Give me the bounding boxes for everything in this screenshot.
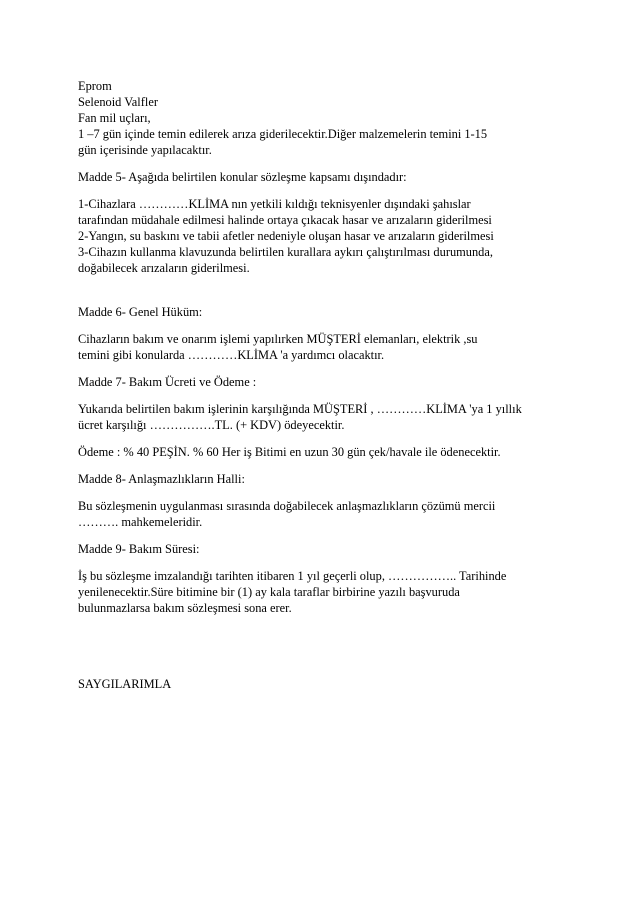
text-line: ücret karşılığı …………….TL. (+ KDV) ödeyecektir. xyxy=(78,418,345,432)
text-line: bulunmazlarsa bakım sözleşmesi sona erer. xyxy=(78,601,292,615)
text-line: tarafından müdahale edilmesi halinde ortaya çıkacak hasar ve arızaların giderilmesi xyxy=(78,213,492,227)
text-line: 2-Yangın, su baskını ve tabii afetler nedeniyle oluşan hasar ve arızaların giderilmesi xyxy=(78,229,494,243)
text-line: 1-Cihazlara …………KLİMA nın yetkili kıldığı teknisyenler dışındaki şahıslar xyxy=(78,197,471,211)
text-line: yenilenecektir.Süre bitimine bir (1) ay kala taraflar birbirine yazılı başvuruda xyxy=(78,585,460,599)
text-line: Ödeme : % 40 PEŞİN. % 60 Her iş Bitimi en uzun 30 gün çek/havale ile ödenecektir. xyxy=(78,445,501,459)
text-line: Eprom xyxy=(78,79,112,93)
text-line: İş bu sözleşme imzalandığı tarihten itibaren 1 yıl geçerli olup, …………….. Tarihinde xyxy=(78,569,507,583)
text-line: doğabilecek arızaların giderilmesi. xyxy=(78,261,250,275)
text-line: gün içerisinde yapılacaktır. xyxy=(78,143,212,157)
text-line: Yukarıda belirtilen bakım işlerinin karşılığında MÜŞTERİ , …………KLİMA 'ya 1 yıllık xyxy=(78,402,522,416)
article-5-title: Madde 5- Aşağıda belirtilen konular sözleşme kapsamı dışındadır: xyxy=(78,170,407,184)
text-line: 1 –7 gün içinde temin edilerek arıza giderilecektir.Diğer malzemelerin temini 1-15 xyxy=(78,127,488,141)
article-8-title: Madde 8- Anlaşmazlıkların Halli: xyxy=(78,472,245,486)
text-line: temini gibi konularda …………KLİMA 'a yardımcı olacaktır. xyxy=(78,348,385,362)
document-body xyxy=(78,78,578,692)
text-line: Cihazların bakım ve onarım işlemi yapılırken MÜŞTERİ elemanları, elektrik ,su xyxy=(78,332,478,346)
closing-text: SAYGILARIMLA xyxy=(78,677,172,691)
text-line: ………. mahkemeleridir. xyxy=(78,515,203,529)
text-line: Selenoid Valfler xyxy=(78,95,158,109)
text-line: Fan mil uçları, xyxy=(78,111,151,125)
text-line: 3-Cihazın kullanma klavuzunda belirtilen kurallara aykırı çalıştırılması durumunda, xyxy=(78,245,493,259)
article-6-title: Madde 6- Genel Hüküm: xyxy=(78,305,203,319)
article-7-title: Madde 7- Bakım Ücreti ve Ödeme : xyxy=(78,375,257,389)
article-9-title: Madde 9- Bakım Süresi: xyxy=(78,542,200,556)
text-line: Bu sözleşmenin uygulanması sırasında doğabilecek anlaşmazlıkların çözümü mercii xyxy=(78,499,496,513)
